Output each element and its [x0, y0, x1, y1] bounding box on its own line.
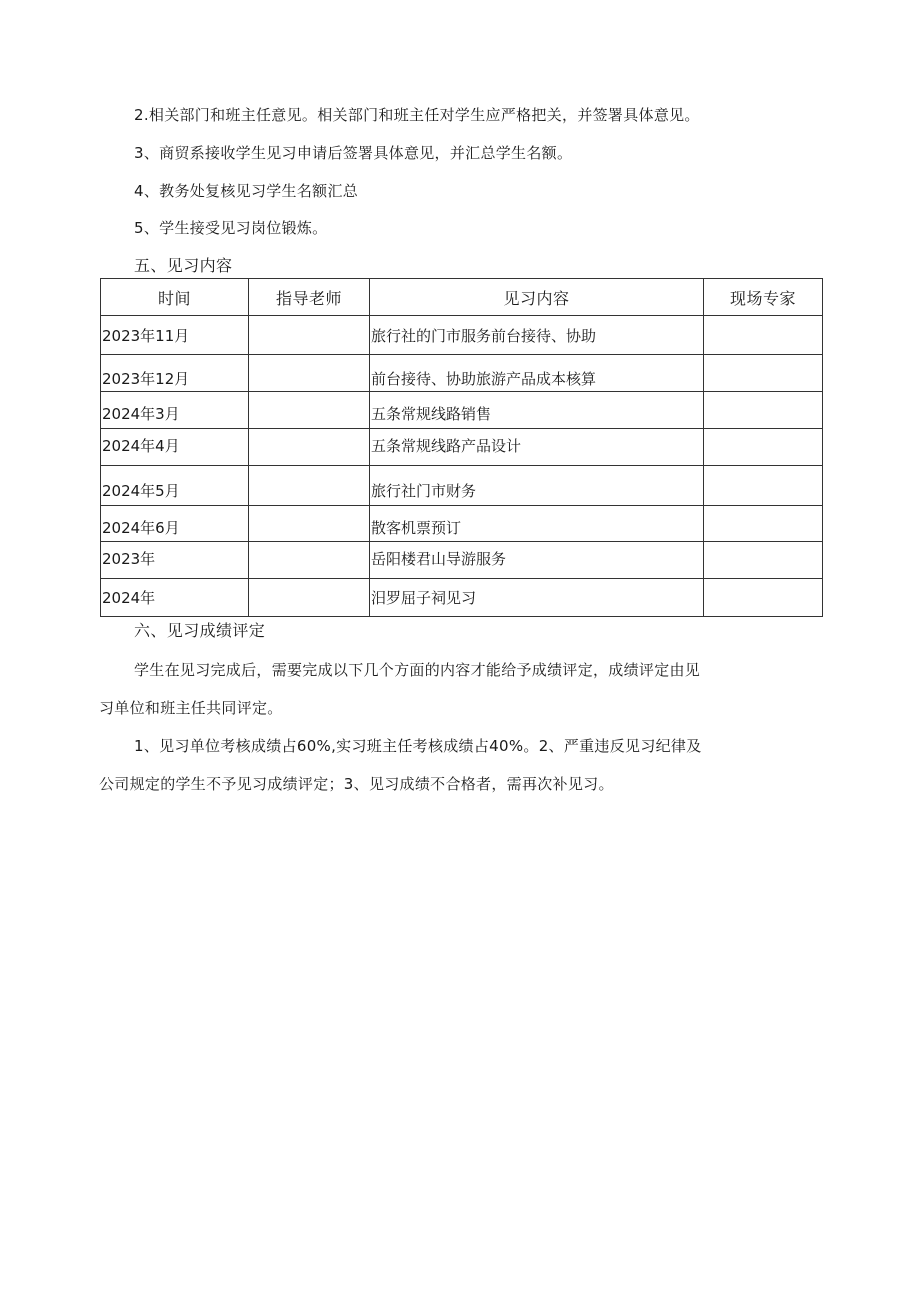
cell-expert [704, 506, 823, 542]
section-6-paragraph-2-line-2: 公司规定的学生不予见习成绩评定；3、见习成绩不合格者，需再次补见习。 [99, 775, 614, 793]
cell-time: 2024年3月 [101, 392, 249, 429]
cell-content: 汨罗屈子祠见习 [370, 579, 704, 617]
header-content: 见习内容 [370, 279, 704, 316]
internship-content-table [100, 278, 823, 617]
cell-content: 岳阳楼君山导游服务 [370, 542, 704, 579]
cell-expert [704, 542, 823, 579]
header-expert: 现场专家 [704, 279, 823, 316]
cell-teacher [249, 355, 370, 392]
cell-time: 2023年12月 [101, 355, 249, 392]
table-row [101, 429, 823, 466]
table-row [101, 466, 823, 506]
cell-expert [704, 355, 823, 392]
procedure-item-4: 4、教务处复核见习学生名额汇总 [134, 182, 359, 200]
table-row [101, 392, 823, 429]
table-header-row [101, 279, 823, 316]
table-row [101, 579, 823, 617]
cell-time: 2024年 [101, 579, 249, 617]
procedure-item-5: 5、学生接受见习岗位锻炼。 [134, 219, 328, 237]
cell-expert [704, 579, 823, 617]
cell-teacher [249, 506, 370, 542]
cell-teacher [249, 429, 370, 466]
cell-time: 2023年 [101, 542, 249, 579]
cell-teacher [249, 579, 370, 617]
cell-content: 旅行社的门市服务前台接待、协助 [370, 316, 704, 355]
cell-content: 前台接待、协助旅游产品成本核算 [370, 355, 704, 392]
cell-content: 散客机票预订 [370, 506, 704, 542]
cell-expert [704, 429, 823, 466]
cell-content: 五条常规线路产品设计 [370, 429, 704, 466]
procedure-item-3: 3、商贸系接收学生见习申请后签署具体意见，并汇总学生名额。 [134, 144, 573, 162]
header-teacher: 指导老师 [249, 279, 370, 316]
section-6-paragraph-1-line-1: 学生在见习完成后，需要完成以下几个方面的内容才能给予成绩评定，成绩评定由见 [134, 661, 701, 679]
cell-time: 2024年4月 [101, 429, 249, 466]
cell-teacher [249, 466, 370, 506]
section-6-paragraph-1-line-2: 习单位和班主任共同评定。 [99, 699, 283, 717]
cell-expert [704, 466, 823, 506]
cell-content: 旅行社门市财务 [370, 466, 704, 506]
cell-teacher [249, 542, 370, 579]
cell-teacher [249, 316, 370, 355]
cell-expert [704, 392, 823, 429]
cell-expert [704, 316, 823, 355]
procedure-item-2: 2.相关部门和班主任意见。相关部门和班主任对学生应严格把关，并签署具体意见。 [134, 106, 700, 124]
cell-time: 2024年6月 [101, 506, 249, 542]
cell-time: 2024年5月 [101, 466, 249, 506]
table-row [101, 316, 823, 355]
header-time: 时间 [101, 279, 249, 316]
section-5-heading: 五、见习内容 [134, 256, 233, 275]
section-6-paragraph-2-line-1: 1、见习单位考核成绩占60%,实习班主任考核成绩占40%。2、严重违反见习纪律及 [134, 737, 702, 755]
section-6-heading: 六、见习成绩评定 [134, 621, 266, 640]
table-row [101, 355, 823, 392]
table-row [101, 542, 823, 579]
cell-time: 2023年11月 [101, 316, 249, 355]
table-row [101, 506, 823, 542]
cell-teacher [249, 392, 370, 429]
cell-content: 五条常规线路销售 [370, 392, 704, 429]
